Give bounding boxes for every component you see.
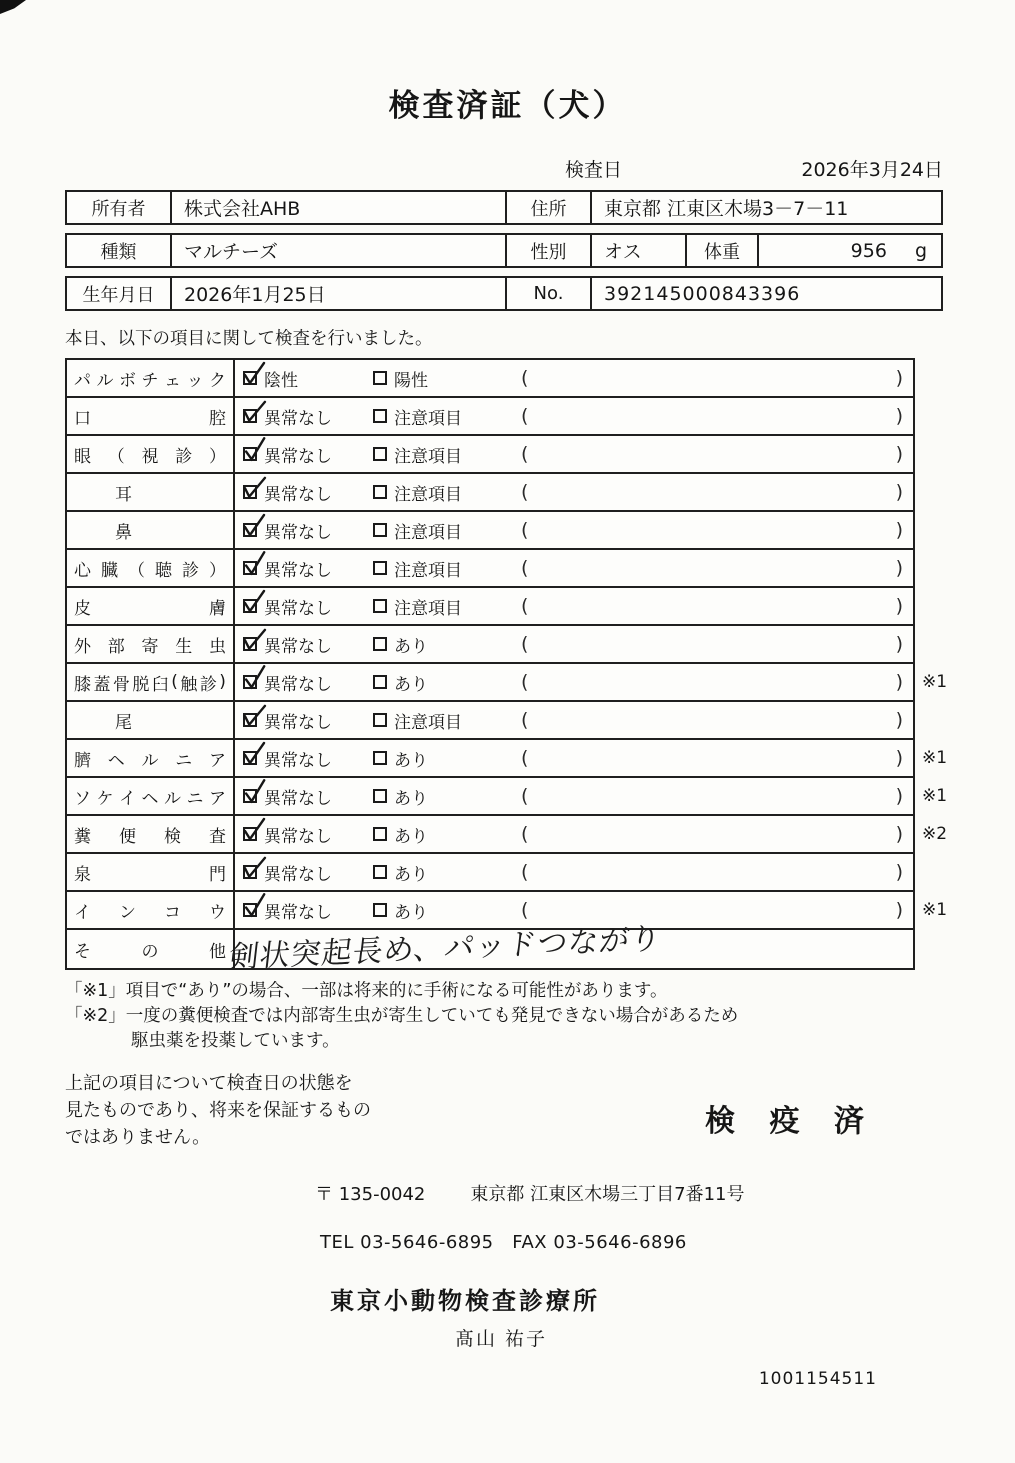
- checklist-row: [67, 626, 913, 664]
- weight-value: [759, 235, 941, 266]
- check-option-label: 陰性: [264, 370, 298, 391]
- check-option-label: 異常なし: [264, 408, 332, 429]
- paren-open: (: [521, 709, 529, 731]
- checklist-row: [67, 778, 948, 816]
- handwritten-note: 剣状突起長め、パッドつながり: [226, 921, 664, 976]
- paren-open: (: [521, 367, 529, 389]
- weight-unit: g: [914, 239, 927, 262]
- remarks-paren-field: [505, 557, 913, 579]
- check-option: [235, 594, 365, 619]
- check-option: [235, 670, 365, 695]
- check-option-label: 注意項目: [394, 408, 462, 429]
- checkbox-icon: [373, 637, 387, 651]
- check-option-label: 異常なし: [264, 598, 332, 619]
- check-option: [235, 784, 365, 809]
- check-option-label: 注意項目: [394, 446, 462, 467]
- checklist-row: [67, 398, 913, 436]
- checklist-row: [67, 702, 913, 740]
- remarks-paren-field: [505, 405, 913, 427]
- checklist-item-label: 鼻: [67, 512, 235, 548]
- checkbox-icon: [373, 713, 387, 727]
- inspection-date-value: 2026年3月24日: [801, 159, 943, 181]
- paren-close: ): [895, 519, 903, 541]
- weight-number: 956: [850, 239, 887, 262]
- clinic-name: 東京小動物検査診療所: [330, 1287, 600, 1315]
- check-option: [365, 822, 505, 847]
- checklist-item-label: 泉 門: [67, 854, 235, 890]
- paren-open: (: [521, 747, 529, 769]
- checkbox-checked-icon: [243, 523, 257, 537]
- paren-close: ): [895, 823, 903, 845]
- checklist-row: [67, 740, 948, 778]
- clinic-address-row: [315, 1180, 1015, 1206]
- paren-open: (: [521, 557, 529, 579]
- checkbox-checked-icon: [243, 447, 257, 461]
- scan-artifact: [0, 0, 26, 14]
- paren-open: (: [521, 405, 529, 427]
- paren-open: (: [521, 443, 529, 465]
- check-option: [365, 404, 505, 429]
- checkbox-icon: [373, 827, 387, 841]
- checkbox-icon: [373, 751, 387, 765]
- check-option: [365, 442, 505, 467]
- remarks-paren-field: [505, 709, 913, 731]
- paren-close: ): [895, 557, 903, 579]
- reference-mark: ※1: [922, 786, 948, 806]
- check-option: [235, 822, 365, 847]
- checklist-row: [67, 474, 913, 512]
- checkbox-icon: [373, 599, 387, 613]
- postal-code: 〒 135-0042: [315, 1184, 426, 1205]
- checkbox-icon: [373, 789, 387, 803]
- check-option-label: 注意項目: [394, 598, 462, 619]
- inspection-date-row: [565, 155, 943, 182]
- intro-text: 本日、以下の項目に関して検査を行いました。: [65, 329, 433, 349]
- owner-label: 所有者: [67, 192, 172, 223]
- paren-close: ): [895, 861, 903, 883]
- paren-open: (: [521, 595, 529, 617]
- checkbox-checked-icon: [243, 865, 257, 879]
- checkbox-icon: [373, 485, 387, 499]
- reference-mark: ※2: [922, 824, 948, 844]
- checklist-item-label: 膝 蓋 骨 脱 臼 ( 触 診 ): [67, 664, 235, 700]
- check-option: [235, 556, 365, 581]
- reference-mark: ※1: [922, 900, 948, 920]
- remarks-paren-field: [505, 367, 913, 389]
- check-option-label: 異常なし: [264, 522, 332, 543]
- sex-value: オス: [592, 235, 687, 266]
- checkbox-icon: [373, 865, 387, 879]
- check-option: [235, 898, 365, 923]
- reference-mark: ※1: [922, 672, 948, 692]
- checkbox-checked-icon: [243, 789, 257, 803]
- check-option-label: あり: [394, 902, 428, 923]
- clinic-address: 東京都 江東区木場三丁目7番11号: [470, 1184, 745, 1205]
- remarks-paren-field: [505, 785, 913, 807]
- check-option: [365, 898, 505, 923]
- paren-close: ): [895, 747, 903, 769]
- check-option-label: あり: [394, 674, 428, 695]
- paren-close: ): [895, 899, 903, 921]
- remarks-paren-field: [505, 519, 913, 541]
- checkbox-icon: [373, 371, 387, 385]
- checkbox-icon: [373, 675, 387, 689]
- checklist-row: [67, 854, 913, 892]
- clinic-phone: TEL 03-5646-6895 FAX 03-5646-6896: [320, 1232, 687, 1253]
- paren-close: ): [895, 367, 903, 389]
- checkbox-checked-icon: [243, 637, 257, 651]
- remarks-paren-field: [505, 823, 913, 845]
- check-option: [365, 860, 505, 885]
- paren-close: ): [895, 443, 903, 465]
- check-option: [365, 708, 505, 733]
- disclaimer-line-2: 見たものであり、将来を保証するもの: [65, 1100, 371, 1121]
- check-option-label: 注意項目: [394, 484, 462, 505]
- paren-close: ): [895, 709, 903, 731]
- paren-open: (: [521, 671, 529, 693]
- address-value: 東京都 江東区木場3－7－11: [604, 198, 849, 220]
- remarks-paren-field: [505, 595, 913, 617]
- paren-close: ): [895, 481, 903, 503]
- check-option: [235, 632, 365, 657]
- checklist-item-label: 心 臓 （ 聴 診 ）: [67, 550, 235, 586]
- checkbox-checked-icon: [243, 371, 257, 385]
- paren-open: (: [521, 481, 529, 503]
- check-option: [235, 366, 365, 391]
- paren-open: (: [521, 785, 529, 807]
- quarantine-stamp: 検 疫 済: [705, 1104, 876, 1139]
- breed-label: 種類: [67, 235, 172, 266]
- check-option: [365, 556, 505, 581]
- reference-mark: ※1: [922, 748, 948, 768]
- disclaimer-line-3: ではありません。: [65, 1127, 211, 1148]
- checklist-row: [67, 816, 948, 854]
- paren-open: (: [521, 823, 529, 845]
- weight-label: 体重: [687, 235, 759, 266]
- checklist-item-label: 尾: [67, 702, 235, 738]
- checkbox-checked-icon: [243, 751, 257, 765]
- checklist-item-label: イ ン コ ウ: [67, 892, 235, 928]
- checkbox-icon: [373, 409, 387, 423]
- check-option-label: あり: [394, 636, 428, 657]
- remarks-paren-field: [505, 747, 913, 769]
- disclaimer-section: [65, 1070, 1015, 1166]
- check-option-label: 注意項目: [394, 522, 462, 543]
- checklist-item-label: 外 部 寄 生 虫: [67, 626, 235, 662]
- checkbox-icon: [373, 903, 387, 917]
- footnote-1: 「※1」項目で“あり”の場合、一部は将来的に手術になる可能性があります。: [65, 981, 668, 1001]
- footnote-2: 「※2」一度の糞便検査では内部寄生虫が寄生していても発見できない場合があるため: [65, 1006, 739, 1026]
- check-option: [235, 708, 365, 733]
- check-option: [235, 480, 365, 505]
- breed-row: [65, 233, 943, 268]
- paren-open: (: [521, 633, 529, 655]
- checklist-item-label: 耳: [67, 474, 235, 510]
- checklist-row: [67, 360, 913, 398]
- check-option: [365, 366, 505, 391]
- checkbox-icon: [373, 447, 387, 461]
- remarks-paren-field: [505, 861, 913, 883]
- check-option: [365, 518, 505, 543]
- checklist-row: [67, 921, 913, 976]
- check-option-label: あり: [394, 788, 428, 809]
- check-option-label: 異常なし: [264, 864, 332, 885]
- check-option-label: 陽性: [394, 370, 428, 391]
- checklist-row: [67, 664, 948, 702]
- inspection-date-label: 検査日: [565, 159, 623, 181]
- checklist-item-label: ソ ケ イ ヘ ル ニ ア: [67, 778, 235, 814]
- check-option: [365, 746, 505, 771]
- breed-value: マルチーズ: [172, 235, 507, 266]
- check-option-label: 注意項目: [394, 712, 462, 733]
- check-option-label: 異常なし: [264, 560, 332, 581]
- checklist-item-label: パ ル ボ チ ェ ッ ク: [67, 360, 235, 396]
- check-option-label: 異常なし: [264, 902, 332, 923]
- checklist-row: [67, 550, 913, 588]
- remarks-paren-field: [505, 633, 913, 655]
- check-option-label: あり: [394, 864, 428, 885]
- disclaimer-line-1: 上記の項目について検査日の状態を: [65, 1073, 353, 1094]
- birthdate-label: 生年月日: [67, 278, 172, 309]
- paren-open: (: [521, 899, 529, 921]
- checkbox-checked-icon: [243, 409, 257, 423]
- checklist-item-label: 口 腔: [67, 398, 235, 434]
- check-option: [365, 594, 505, 619]
- checkbox-checked-icon: [243, 675, 257, 689]
- examination-table: [65, 358, 948, 976]
- birthdate-value: 2026年1月25日: [172, 278, 507, 309]
- check-option: [235, 860, 365, 885]
- paren-close: ): [895, 785, 903, 807]
- checklist-row: [67, 436, 913, 474]
- paren-close: ): [895, 405, 903, 427]
- checklist-item-label: 臍 ヘ ル ニ ア: [67, 740, 235, 776]
- owner-value: 株式会社AHB: [172, 192, 507, 223]
- check-option-label: あり: [394, 750, 428, 771]
- checklist-item-label: 皮 膚: [67, 588, 235, 624]
- paren-open: (: [521, 519, 529, 541]
- check-option: [365, 670, 505, 695]
- document-title: 検査済証（犬）: [388, 88, 627, 124]
- checkbox-checked-icon: [243, 827, 257, 841]
- document-number: 1001154511: [758, 1369, 877, 1389]
- check-option: [365, 632, 505, 657]
- microchip-number-value: 392145000843396: [604, 282, 801, 305]
- checkbox-checked-icon: [243, 561, 257, 575]
- paren-close: ): [895, 633, 903, 655]
- sex-label: 性別: [507, 235, 592, 266]
- checklist-item-label: そ の 他: [67, 930, 235, 968]
- check-option: [235, 518, 365, 543]
- check-option: [235, 404, 365, 429]
- check-option-label: あり: [394, 826, 428, 847]
- checkbox-checked-icon: [243, 599, 257, 613]
- checklist-row: [67, 512, 913, 550]
- paren-open: (: [521, 861, 529, 883]
- check-option-label: 異常なし: [264, 712, 332, 733]
- check-option-label: 注意項目: [394, 560, 462, 581]
- checkbox-icon: [373, 523, 387, 537]
- paren-close: ): [895, 595, 903, 617]
- address-label: 住所: [507, 192, 592, 223]
- check-option-label: 異常なし: [264, 788, 332, 809]
- check-option-label: 異常なし: [264, 750, 332, 771]
- remarks-paren-field: [505, 671, 913, 693]
- remarks-paren-field: [505, 443, 913, 465]
- checkbox-checked-icon: [243, 903, 257, 917]
- footnote-2-continued: 駆虫薬を投薬しています。: [131, 1031, 340, 1051]
- checklist-item-label: 糞 便 検 査: [67, 816, 235, 852]
- check-option-label: 異常なし: [264, 484, 332, 505]
- checkbox-checked-icon: [243, 713, 257, 727]
- owner-row: [65, 190, 943, 225]
- birthdate-row: [65, 276, 943, 311]
- checkbox-checked-icon: [243, 485, 257, 499]
- checkbox-icon: [373, 561, 387, 575]
- check-option-label: 異常なし: [264, 446, 332, 467]
- check-option: [235, 746, 365, 771]
- paren-close: ): [895, 671, 903, 693]
- check-option-label: 異常なし: [264, 636, 332, 657]
- microchip-number-label: No.: [507, 278, 592, 309]
- check-option: [365, 480, 505, 505]
- checklist-item-label: 眼 （ 視 診 ）: [67, 436, 235, 472]
- check-option: [365, 784, 505, 809]
- remarks-paren-field: [505, 481, 913, 503]
- check-option-label: 異常なし: [264, 674, 332, 695]
- checklist-row: [67, 588, 913, 626]
- check-option: [235, 442, 365, 467]
- check-option-label: 異常なし: [264, 826, 332, 847]
- veterinarian-name: 髙山 祐子: [455, 1328, 548, 1350]
